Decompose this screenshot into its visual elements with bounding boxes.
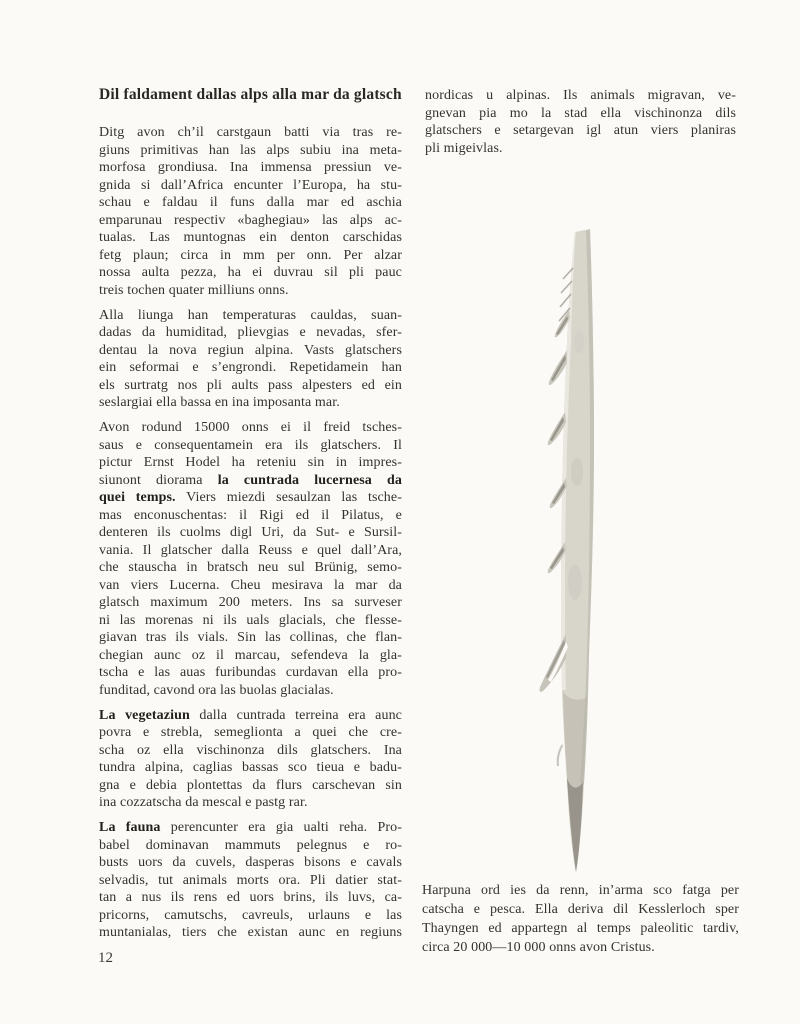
text-line: Avon rodund 15000 onns ei il freid tsches- [99, 420, 402, 435]
text-line: gna e debia plontettas da flurs carschevan sin [99, 777, 402, 793]
text-line: Ditg avon ch’il carstgaun batti via tras re- [99, 125, 402, 140]
text-line: morfosa grondiusa. Ina immensa pressiun ve- [99, 160, 402, 175]
text-line: pli migeivlas. [425, 140, 503, 156]
text-line: ina cozzatscha da mescal e pastg rar. [99, 795, 308, 810]
text-line: Thayngen ed appartegn al temps paleolitic tardiv, [422, 921, 739, 936]
text-line: giavan tras ils vials. Sin las collinas, che flan- [99, 630, 402, 645]
page-number: 12 [98, 950, 113, 966]
text-line: muntanialas, tiers che existan aunc en regiuns [99, 925, 402, 940]
paragraph [99, 819, 402, 942]
text-line: Harpuna ord ies da renn, in’arma sco fatga per [422, 883, 739, 898]
paragraph [425, 87, 736, 157]
paragraph [99, 124, 402, 299]
text-line: giuns primitivas han las alps subiu ina meta- [99, 142, 402, 158]
text-line: denteren ils cuolms digl Uri, da Sut- e Sursil- [99, 525, 402, 540]
text-line: La vegetaziun dalla cuntrada terreina era aunc [99, 707, 402, 723]
text-line: povra e strebla, semeglionta a quei che cre- [99, 725, 402, 740]
figure-caption [422, 881, 739, 957]
text-line: els surtratg nos pli aults pass alpesters ed ein [99, 377, 402, 393]
text-line: schau e faldau il funs dalla mar ed aschia [99, 195, 402, 210]
text-line: gnida si dall’Africa encunter l’Europa, ha stu- [99, 177, 402, 193]
text-line: pricorns, camutschs, cavreuls, urlauns e las [99, 907, 402, 923]
text-line: La fauna perencunter era gia ualti reha. Pro- [99, 820, 403, 835]
text-line: glatschers e setargevan igl atun viers planiras [425, 123, 736, 138]
paragraph [99, 707, 402, 812]
text-line: tundra alpina, caglias bassas sco tieua e badu- [99, 760, 402, 775]
harpoon-photo [505, 222, 635, 882]
article-title: Dil faldament dallas alps alla mar da glatsch [99, 86, 402, 103]
text-line: babel dominavan mammuts pelegnus e ro- [99, 837, 402, 853]
right-text-column [425, 87, 736, 157]
paragraph [99, 419, 402, 699]
text-line: selvadis, tut animals morts ora. Pli datier stat- [99, 872, 402, 888]
text-line: vania. Il glatscher dalla Reuss e quel dall’Ara, [99, 542, 402, 558]
text-line: quei temps. Viers miezdi sesaulzan las tsche- [99, 490, 402, 505]
text-line: tan a nus ils rens ed uors brins, ils luvs, ca- [99, 890, 402, 905]
paragraph [99, 307, 402, 412]
text-line: ni las morenas ni ils uals glacials, che flesse- [99, 612, 402, 628]
text-line: dentau la nova regiun alpina. Vasts glatschers [99, 342, 402, 358]
text-line: siunont diorama la cuntrada lucernesa da [99, 472, 402, 488]
text-line: gnevan pia mo la stad ella vischinonza dils [425, 105, 736, 121]
text-line: scha oz ella vischinonza dils glatschers. Ina [99, 742, 402, 758]
text-line: ein seformai e s’engrondi. Repetidamein han [99, 360, 402, 375]
text-line: funditad, cavond ora las buolas glacialas. [99, 682, 334, 698]
harpoon-figure [505, 222, 635, 882]
text-line: tualas. Las muntognas ein denton carschidas [99, 230, 402, 245]
text-line: saus e consequentamein era ils glatschers. Il [99, 437, 402, 453]
text-line: nossa aulta pezza, ha ei duvrau sil pli pauc [99, 265, 402, 280]
text-line: busts uors da cuvels, dasperas bisons e cavals [99, 855, 402, 870]
text-line: emparunau respectiv «baghegiau» las alps ac- [99, 212, 402, 228]
text-line: pictur Ernst Hodel ha reteniu sin in impres- [99, 455, 402, 470]
text-line: che stauscha in bratsch neu sul Brünig, semo- [99, 560, 402, 575]
text-line: circa 20 000—10 000 onns avon Cristus. [422, 940, 655, 955]
text-line: catscha e pesca. Ella deriva dil Kesslerloch sper [422, 902, 739, 917]
text-line: chegian aunc oz il marcau, sefendeva la gla- [99, 647, 402, 663]
text-line: van viers Lucerna. Cheu mesirava la mar da [99, 577, 402, 593]
text-line: mas enconuschentas: il Rigi ed il Pilatus, e [99, 507, 402, 523]
text-line: treis tochen quater milliuns onns. [99, 282, 289, 298]
text-line: seslargiai ella bassa en ina imposanta mar. [99, 395, 340, 410]
left-text-column [99, 124, 402, 942]
text-line: Alla liunga han temperaturas cauldas, suan- [99, 307, 402, 323]
text-line: nordicas u alpinas. Ils animals migravan, ve- [425, 88, 736, 103]
text-line: tscha e las auas furibundas curdavan ella pro- [99, 665, 402, 680]
text-line: dadas da humiditad, plievgias e nevadas, sfer- [99, 325, 402, 340]
text-line: glatsch maximum 200 meters. Ins sa surveser [99, 595, 402, 610]
text-line: fetg plaun; circa in mm per onn. Per alzar [99, 247, 402, 263]
